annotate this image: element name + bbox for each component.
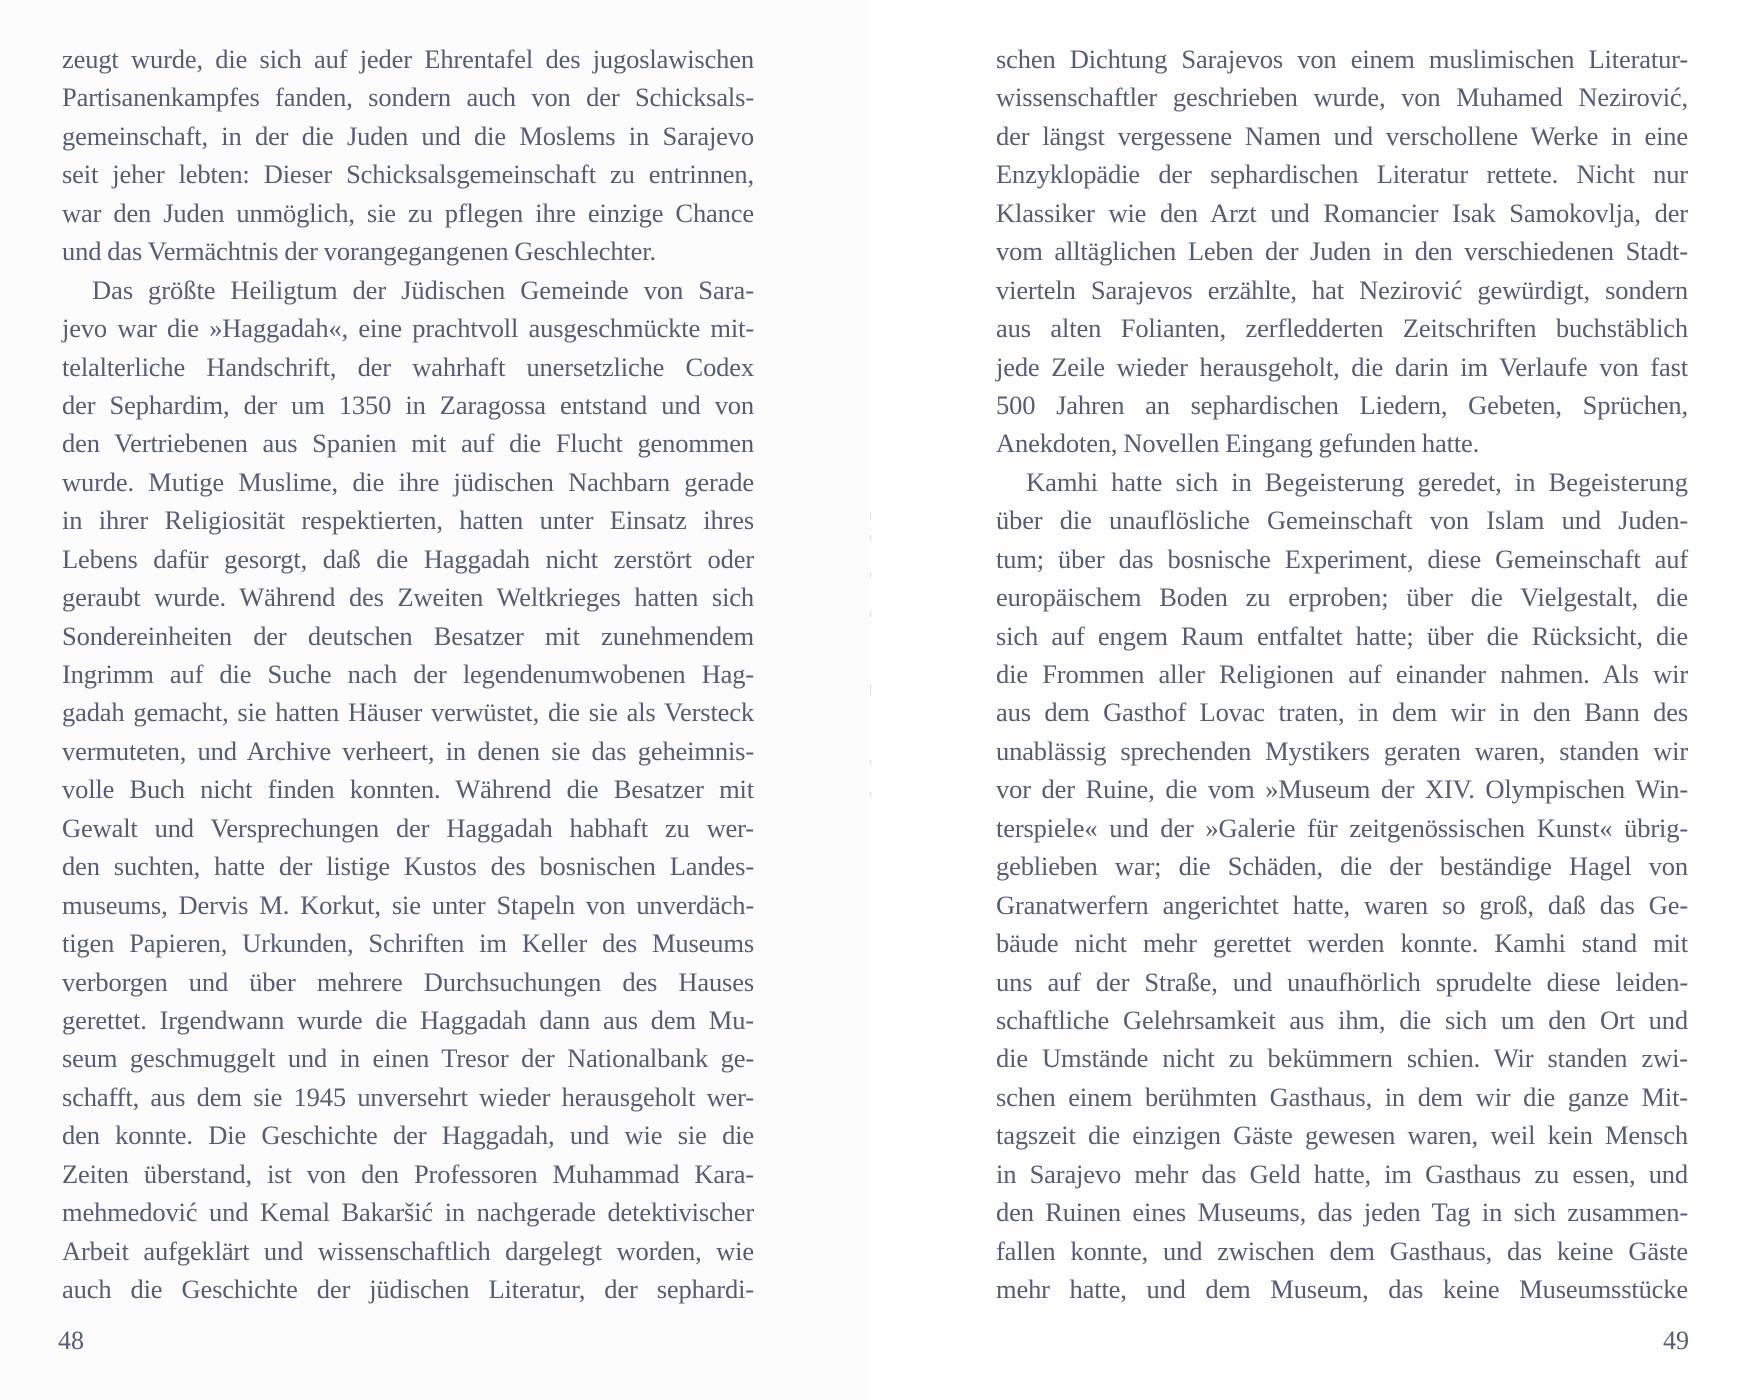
text-line: vermuteten, und Archive verheert, in denen sie das geheimnis- bbox=[62, 735, 754, 766]
right-page-text-column bbox=[996, 40, 1688, 1308]
text-line: sich auf engem Raum entfaltet hatte; über die Rücksicht, die bbox=[996, 620, 1688, 651]
text-line: aus dem Gasthof Lovac traten, in dem wir in den Bann des bbox=[996, 697, 1688, 728]
text-line: 500 Jahren an sephardischen Liedern, Gebeten, Sprüchen, bbox=[996, 389, 1688, 420]
text-line: Zeiten überstand, ist von den Professoren Muhammad Kara- bbox=[62, 1158, 754, 1189]
text-line: telalterliche Handschrift, der wahrhaft unersetzliche Codex bbox=[62, 351, 754, 382]
text-line: Das größte Heiligtum der Jüdischen Gemeinde von Sara- bbox=[92, 274, 754, 305]
text-line: aus alten Folianten, zerfledderten Zeitschriften buchstäblich bbox=[996, 313, 1688, 344]
text-line: seum geschmuggelt und in einen Tresor der Nationalbank ge- bbox=[62, 1043, 754, 1074]
text-line: jede Zeile wieder herausgeholt, die darin im Verlaufe von fast bbox=[996, 351, 1688, 382]
text-line: mehr hatte, und dem Museum, das keine Museumsstücke bbox=[996, 1274, 1688, 1304]
left-page bbox=[0, 0, 870, 1400]
left-page-text-column bbox=[62, 40, 754, 1308]
text-line: die Frommen aller Religionen auf einander nahmen. Als wir bbox=[996, 659, 1688, 689]
text-line: vom alltäglichen Leben der Juden in den verschiedenen Stadt- bbox=[996, 236, 1688, 267]
right-page-number: 49 bbox=[1663, 1326, 1689, 1355]
text-line: den Ruinen eines Museums, das jeden Tag in sich zusammen- bbox=[996, 1197, 1688, 1228]
text-line: Ingrimm auf die Suche nach der legendenumwobenen Hag- bbox=[62, 659, 754, 689]
text-line: wissenschaftler geschrieben wurde, von Muhamed Nezirović, bbox=[996, 82, 1688, 113]
text-line: geblieben war; die Schäden, die der beständige Hagel von bbox=[996, 851, 1688, 882]
text-line: Klassiker wie den Arzt und Romancier Isak Samokovlja, der bbox=[996, 197, 1688, 228]
text-line: Enzyklopädie der sephardischen Literatur rettete. Nicht nur bbox=[996, 159, 1688, 190]
text-line: war den Juden unmöglich, sie zu pflegen ihre einzige Chance bbox=[62, 197, 754, 228]
text-line: Anekdoten, Novellen Eingang gefunden hatte. bbox=[996, 428, 1480, 459]
text-line: schafft, aus dem sie 1945 unversehrt wieder herausgeholt wer- bbox=[62, 1081, 754, 1112]
text-line: uns auf der Straße, und unaufhörlich sprudelte diese leiden- bbox=[996, 966, 1688, 997]
gutter-mark bbox=[870, 572, 871, 578]
text-line: und das Vermächtnis der vorangegangenen Geschlechter. bbox=[62, 236, 656, 267]
text-line: verborgen und über mehrere Durchsuchungen des Hauses bbox=[62, 966, 754, 997]
text-line: tagszeit die einzigen Gäste gewesen waren, weil kein Mensch bbox=[996, 1120, 1688, 1151]
text-line: schaftliche Gelehrsamkeit aus ihm, die sich um den Ort und bbox=[996, 1004, 1688, 1035]
text-line: gerettet. Irgendwann wurde die Haggadah dann aus dem Mu- bbox=[62, 1004, 754, 1035]
text-line: über die unauflösliche Gemeinschaft von Islam und Juden- bbox=[996, 505, 1688, 536]
text-line: den konnte. Die Geschichte der Haggadah, und wie sie die bbox=[62, 1120, 754, 1151]
text-line: in ihrer Religiosität respektierten, hatten unter Einsatz ihres bbox=[62, 505, 754, 536]
text-line: die Umstände nicht zu bekümmern schien. Wir standen zwi- bbox=[996, 1043, 1688, 1074]
text-line: museums, Dervis M. Korkut, sie unter Stapeln von unverdäch- bbox=[62, 889, 754, 920]
text-line: jevo war die »Haggadah«, eine prachtvoll ausgeschmückte mit- bbox=[62, 313, 754, 344]
text-line: auch die Geschichte der jüdischen Literatur, der sephardi- bbox=[62, 1274, 754, 1304]
gutter-mark bbox=[870, 684, 871, 696]
text-line: Partisanenkampfes fanden, sondern auch von der Schicksals- bbox=[62, 82, 754, 113]
text-line: in Sarajevo mehr das Geld hatte, im Gasthaus zu essen, und bbox=[996, 1158, 1688, 1189]
text-line: fallen konnte, und zwischen dem Gasthaus, das keine Gäste bbox=[996, 1235, 1688, 1266]
text-line: den suchten, hatte der listige Kustos des bosnischen Landes- bbox=[62, 851, 754, 882]
gutter-mark bbox=[870, 512, 871, 520]
text-line: seit jeher lebten: Dieser Schicksalsgemeinschaft zu entrinnen, bbox=[62, 159, 754, 190]
text-line: Granatwerfern angerichtet hatte, waren so groß, daß das Ge- bbox=[996, 889, 1688, 920]
left-page-number: 48 bbox=[58, 1326, 84, 1355]
text-line: zeugt wurde, die sich auf jeder Ehrentafel des jugoslawischen bbox=[62, 44, 754, 74]
text-line: wurde. Mutige Muslime, die ihre jüdischen Nachbarn gerade bbox=[62, 466, 754, 497]
right-page bbox=[870, 0, 1764, 1400]
gutter-mark bbox=[870, 535, 871, 542]
text-line: Arbeit aufgeklärt und wissenschaftlich dargelegt worden, wie bbox=[62, 1235, 754, 1266]
text-line: unablässig sprechenden Mystikers geraten waren, standen wir bbox=[996, 735, 1688, 766]
text-line: schen einem berühmten Gasthaus, in dem wir die ganze Mit- bbox=[996, 1081, 1688, 1112]
text-line: tum; über das bosnische Experiment, diese Gemeinschaft auf bbox=[996, 543, 1688, 574]
text-line: Lebens dafür gesorgt, daß die Haggadah nicht zerstört oder bbox=[62, 543, 754, 574]
text-line: tigen Papieren, Urkunden, Schriften im Keller des Museums bbox=[62, 928, 754, 959]
text-line: geraubt wurde. Während des Zweiten Weltkrieges hatten sich bbox=[62, 582, 754, 613]
text-line: den Vertriebenen aus Spanien mit auf die Flucht genommen bbox=[62, 428, 754, 459]
text-line: gadah gemacht, sie hatten Häuser verwüstet, die sie als Versteck bbox=[62, 697, 754, 728]
gutter-mark bbox=[870, 792, 871, 798]
gutter-mark bbox=[870, 610, 871, 617]
text-line: der Sephardim, der um 1350 in Zaragossa entstand und von bbox=[62, 389, 754, 420]
text-line: gemeinschaft, in der die Juden und die Moslems in Sarajevo bbox=[62, 120, 754, 151]
text-line: Kamhi hatte sich in Begeisterung geredet, in Begeisterung bbox=[1026, 466, 1688, 497]
gutter-mark bbox=[870, 760, 871, 766]
text-line: europäischem Boden zu erproben; über die Vielgestalt, die bbox=[996, 582, 1688, 613]
text-line: terspiele« und der »Galerie für zeitgenössischen Kunst« übrig- bbox=[996, 812, 1688, 843]
text-line: volle Buch nicht finden konnten. Während die Besatzer mit bbox=[62, 774, 754, 805]
text-line: Gewalt und Versprechungen der Haggadah habhaft zu wer- bbox=[62, 812, 754, 843]
text-line: schen Dichtung Sarajevos von einem muslimischen Literatur- bbox=[996, 44, 1688, 74]
text-line: Sondereinheiten der deutschen Besatzer mit zunehmendem bbox=[62, 620, 754, 651]
book-gutter bbox=[870, 0, 871, 1400]
text-line: mehmedović und Kemal Bakaršić in nachgerade detektivischer bbox=[62, 1197, 754, 1228]
text-line: vierteln Sarajevos erzählte, hat Nezirović gewürdigt, sondern bbox=[996, 274, 1688, 305]
text-line: vor der Ruine, die vom »Museum der XIV. Olympischen Win- bbox=[996, 774, 1688, 805]
text-line: der längst vergessene Namen und verschollene Werke in eine bbox=[996, 120, 1688, 151]
text-line: bäude nicht mehr gerettet werden konnte. Kamhi stand mit bbox=[996, 928, 1688, 959]
